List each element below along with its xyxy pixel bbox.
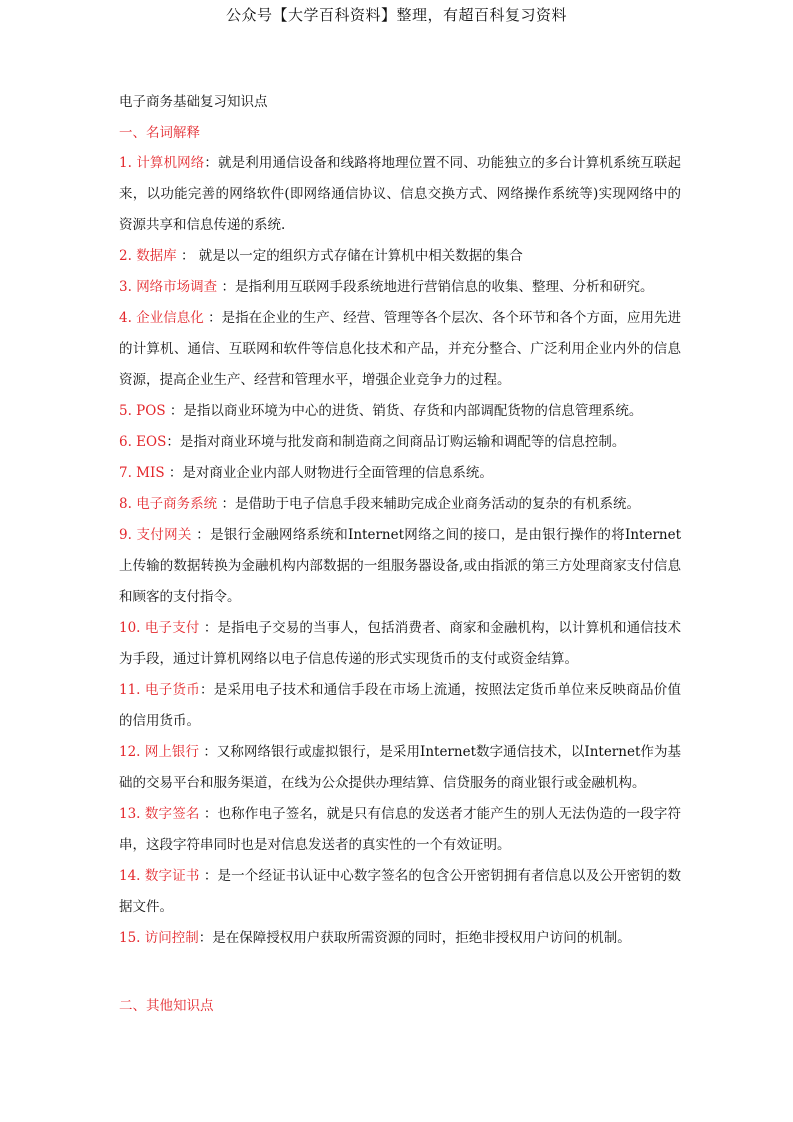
- definition-number: 14.: [119, 868, 141, 884]
- definition-item: [119, 458, 681, 489]
- definition-separator: ：: [191, 527, 211, 543]
- definition-number: 2.: [119, 248, 132, 264]
- definition-item: [119, 799, 681, 861]
- definition-term: 访问控制: [144, 930, 199, 946]
- definition-item: [119, 241, 681, 272]
- definition-term: 电子支付: [144, 620, 200, 636]
- definition-item: [119, 489, 681, 520]
- definition-number: 4.: [119, 310, 132, 326]
- definition-item: [119, 861, 681, 923]
- definition-number: 3.: [119, 279, 132, 295]
- definition-text: 是一个经证书认证中心数字签名的包含公开密钥拥有者信息以及公开密钥的数据文件。: [119, 868, 682, 915]
- definition-separator: ：: [198, 930, 213, 946]
- definition-separator: ：: [200, 682, 214, 698]
- definition-item: [119, 520, 681, 613]
- definition-text: 是在保障授权用户获取所需资源的同时，拒绝非授权用户访问的机制。: [212, 930, 631, 946]
- definition-term: 电子商务系统: [136, 496, 218, 512]
- definition-number: 5. POS: [119, 403, 166, 419]
- definition-number: 10.: [119, 620, 141, 636]
- definition-separator: ：: [199, 620, 218, 636]
- definition-separator: ：: [217, 279, 235, 295]
- definition-text: 又称网络银行或虚拟银行，是采用Internet数字通信技术，以Internet作为基础的交易平台和服务渠道，在线为公众提供办理结算、信贷服务的商业银行或金融机构。: [119, 744, 681, 791]
- section-heading-glossary: 一、名词解释: [119, 125, 200, 141]
- definition-item: [119, 303, 681, 396]
- definition-separator: ：: [165, 403, 184, 419]
- definition-separator: ：: [199, 868, 218, 884]
- definition-item: [119, 613, 681, 675]
- definition-number: 1.: [119, 155, 132, 171]
- definition-separator: ：: [164, 465, 183, 481]
- definition-number: 15.: [119, 930, 141, 946]
- definition-term: 数字证书: [144, 868, 200, 884]
- definition-list: [119, 148, 681, 954]
- definition-separator: ：: [217, 496, 235, 512]
- definition-separator: ：: [203, 310, 222, 326]
- definition-text: 是指在企业的生产、经营、管理等各个层次、各个环节和各个方面，应用先进的计算机、通信、互联网和软件等信息化技术和产品，并充分整合、广泛利用企业内外的信息资源，提高企业生产、经营和管理水平，增强企业竞争力的过程。: [119, 310, 682, 388]
- definition-term: 企业信息化: [136, 310, 204, 326]
- definition-item: [119, 272, 681, 303]
- definition-term: 支付网关: [136, 527, 192, 543]
- definition-number: 12.: [119, 744, 141, 760]
- definition-number: 13.: [119, 806, 141, 822]
- definition-separator: ：: [199, 806, 218, 822]
- definition-number: 7. MIS: [119, 465, 165, 481]
- definition-text: 是指以商业环境为中心的进货、销货、存货和内部调配货物的信息管理系统。: [183, 403, 643, 419]
- definition-term: 数据库: [136, 248, 177, 264]
- definition-text: 是对商业企业内部人财物进行全面管理的信息系统。: [182, 465, 493, 481]
- definition-number: 8.: [119, 496, 132, 512]
- definition-item: [119, 427, 681, 458]
- definition-text: 就是以一定的组织方式存储在计算机中相关数据的集合: [198, 248, 523, 264]
- definition-text: 是指利用互联网手段系统地进行营销信息的收集、整理、分析和研究。: [234, 279, 654, 295]
- definition-term: 数字签名: [144, 806, 200, 822]
- section-heading-other: 二、其他知识点: [119, 998, 214, 1014]
- definition-text: 也称作电子签名，就是只有信息的发送者才能产生的别人无法伪造的一段字符串，这段字符串同时也是对信息发送者的真实性的一个有效证明。: [119, 806, 682, 853]
- definition-term: 计算机网络: [136, 155, 205, 171]
- definition-term: 网上银行: [144, 744, 199, 760]
- definition-item: [119, 923, 681, 954]
- definition-term: 网络市场调查: [136, 279, 218, 295]
- definition-separator: ：: [176, 248, 195, 264]
- definition-text: 是借助于电子信息手段来辅助完成企业商务活动的复杂的有机系统。: [234, 496, 640, 512]
- definition-item: [119, 396, 681, 427]
- definition-number: 6. EOS: [119, 434, 167, 450]
- definition-text: 就是利用通信设备和线路将地理位置不同、功能独立的多台计算机系统互联起来，以功能完善的网络软件(即网络通信协议、信息交换方式、网络操作系统等)实现网络中的资源共享和信息传递的系统.: [119, 155, 682, 233]
- page-header: 公众号【大学百科资料】整理，有超百科复习资料: [225, 6, 567, 24]
- document-title: 电子商务基础复习知识点: [119, 94, 268, 110]
- definition-number: 11.: [119, 682, 141, 698]
- definition-separator: ：: [199, 744, 217, 760]
- definition-term: 电子货币: [145, 682, 201, 698]
- definition-item: [119, 148, 681, 241]
- definition-text: 是指对商业环境与批发商和制造商之间商品订购运输和调配等的信息控制。: [179, 434, 626, 450]
- definition-number: 9.: [119, 527, 132, 543]
- definition-separator: ：: [166, 434, 180, 450]
- definition-item: [119, 737, 681, 799]
- definition-item: [119, 675, 681, 737]
- definition-text: 是指电子交易的当事人，包括消费者、商家和金融机构，以计算机和通信技术为手段，通过计算机网络以电子信息传递的形式实现货币的支付或资金结算。: [119, 620, 682, 667]
- definition-text: 是银行金融网络系统和Internet网络之间的接口，是由银行操作的将Internet上传输的数据转换为金融机构内部数据的一组服务器设备,或由指派的第三方处理商家支付信息和顾客的支付指令。: [119, 527, 682, 605]
- definition-text: 是采用电子技术和通信手段在市场上流通，按照法定货币单位来反映商品价值的信用货币。: [119, 682, 682, 729]
- definition-separator: ：: [204, 155, 219, 171]
